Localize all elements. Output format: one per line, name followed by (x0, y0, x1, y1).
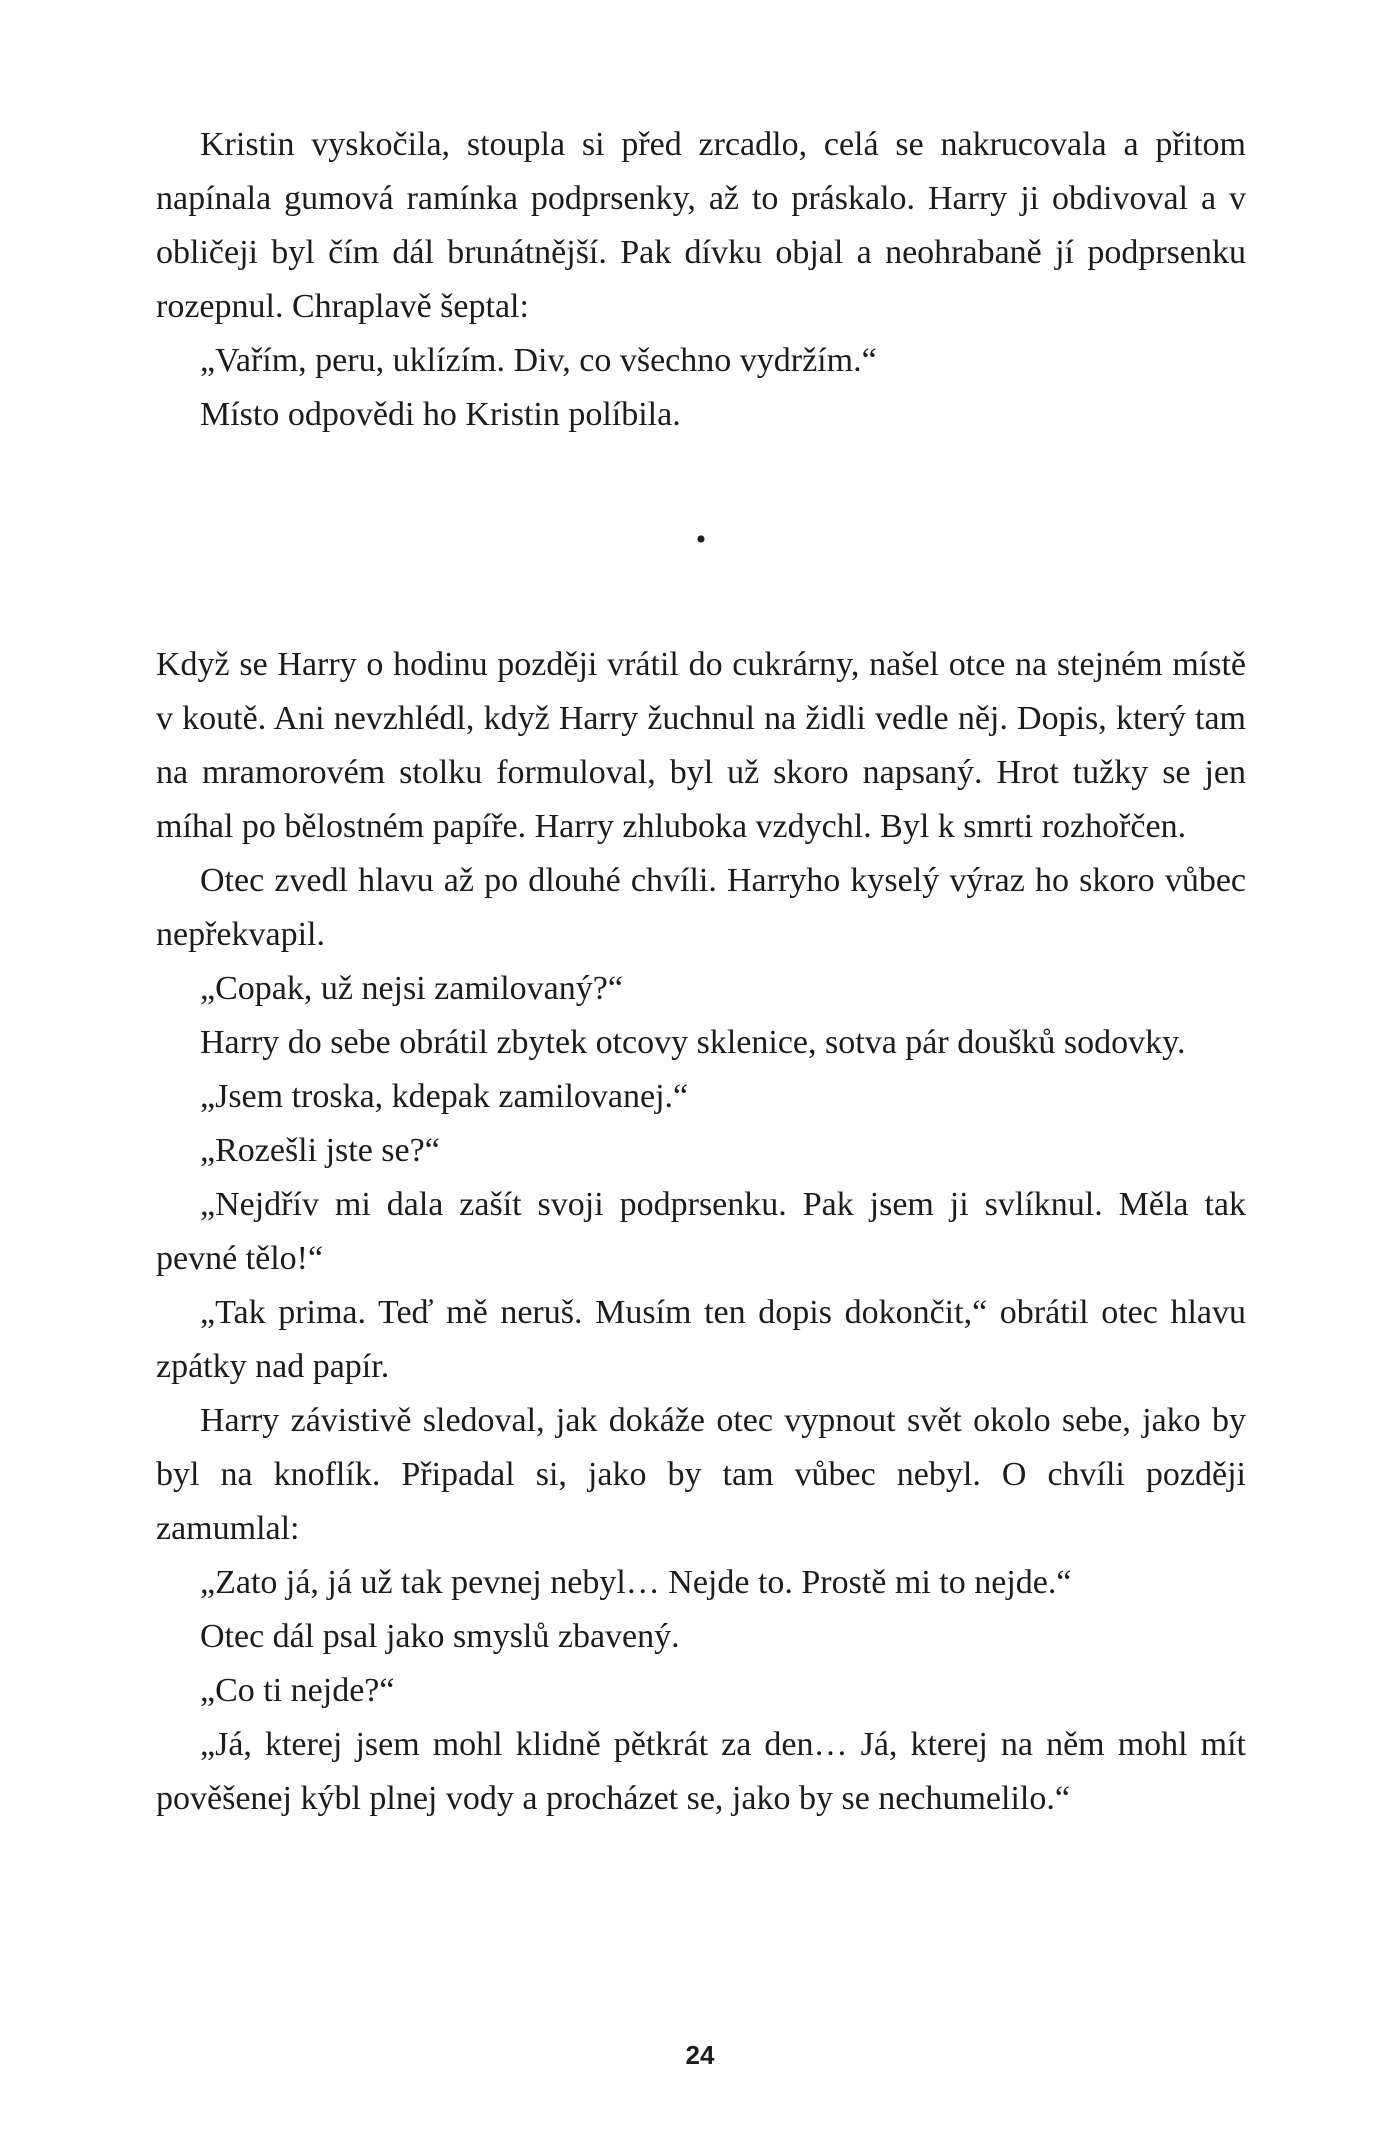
paragraph: „Zato já, já už tak pevnej nebyl… Nejde to. Prostě mi to nejde.“ (200, 1564, 1072, 1601)
paragraph: Harry do sebe obrátil zbytek otcovy sklenice, sotva pár doušků sodovky. (200, 1024, 1186, 1061)
paragraph: „Copak, už nejsi zamilovaný?“ (200, 970, 623, 1007)
paragraph: „Jsem troska, kdepak zamilovanej.“ (200, 1078, 689, 1115)
paragraph: Kristin vyskočila, stoupla si před zrcadlo, celá se nakrucovala a přitom napínala gumová ramínka podprsenky, až to práskalo. Harry ji obdivoval a v obličeji byl čím dál brunátnější. Pak dívku objal a neohrabaně jí podprsenku rozepnul. Chraplavě šeptal: (156, 126, 1246, 325)
section-separator: • (695, 523, 707, 556)
body-text (156, 118, 1246, 1826)
paragraph: „Já, kterej jsem mohl klidně pětkrát za den… Já, kterej na něm mohl mít pověšenej kýbl plnej vody a procházet se, jako by se nechumelilo.“ (156, 1726, 1246, 1817)
paragraph: „Vařím, peru, uklízím. Div, co všechno vydržím.“ (200, 342, 877, 379)
paragraph: Otec zvedl hlavu až po dlouhé chvíli. Harryho kyselý výraz ho skoro vůbec nepřekvapil. (156, 862, 1246, 953)
paragraph: „Rozešli jste se?“ (200, 1132, 440, 1169)
paragraph: „Nejdřív mi dala zašít svoji podprsenku. Pak jsem ji svlíknul. Měla tak pevné tělo!“ (156, 1186, 1246, 1277)
paragraph: Otec dál psal jako smyslů zbavený. (200, 1618, 680, 1655)
paragraph: „Co ti nejde?“ (200, 1672, 395, 1709)
paragraph: Místo odpovědi ho Kristin políbila. (200, 396, 681, 433)
paragraph: „Tak prima. Teď mě neruš. Musím ten dopis dokončit,“ obrátil otec hlavu zpátky nad papír. (156, 1294, 1246, 1385)
page-number: 24 (685, 2040, 715, 2070)
paragraph: Když se Harry o hodinu později vrátil do cukrárny, našel otce na stejném místě v koutě. Ani nevzhlédl, když Harry žuchnul na židli vedle něj. Dopis, který tam na mramorovém stolku formuloval, byl už skoro napsaný. Hrot tužky se jen míhal po bělostném papíře. Harry zhluboka vzdychl. Byl k smrti rozhořčen. (156, 646, 1246, 845)
paragraph: Harry závistivě sledoval, jak dokáže otec vypnout svět okolo sebe, jako by byl na knoflík. Připadal si, jako by tam vůbec nebyl. O chvíli později zamumlal: (156, 1402, 1246, 1547)
